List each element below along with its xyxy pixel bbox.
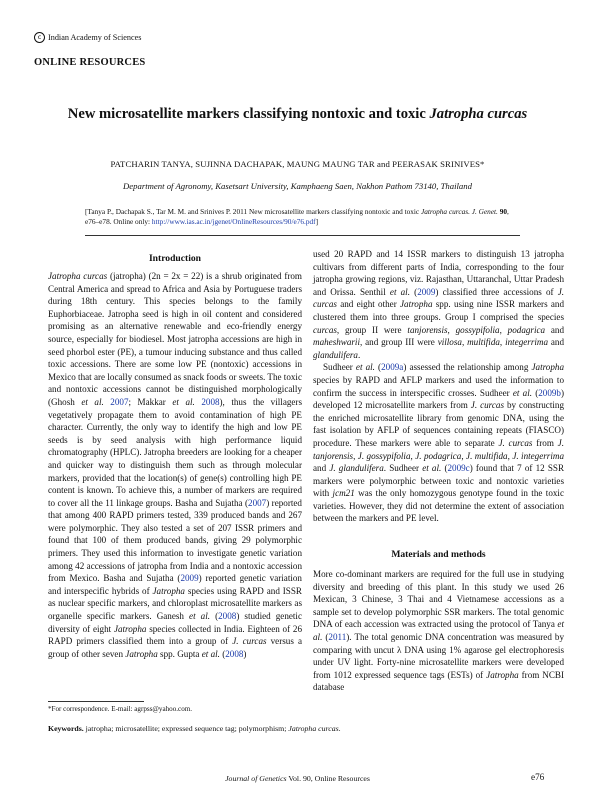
- italic-term: gossypifolia: [455, 324, 500, 335]
- journal-footer: [0, 774, 595, 783]
- citation-year-link[interactable]: 2009: [417, 286, 436, 297]
- keywords-end: .: [338, 724, 341, 733]
- text-run: ,: [499, 324, 508, 335]
- text-run: ) assessed the relationship among: [403, 362, 532, 373]
- author-list: PATCHARIN TANYA, SUJINNA DACHAPAK, MAUNG MAUNG TAR and PEERASAK SRINIVES*: [110, 159, 485, 169]
- italic-term: jcm21: [332, 488, 355, 499]
- copyright-icon: c: [34, 32, 45, 43]
- text-run: species collected in India. Eighteen of 26 RAPD primers classified them into a group of: [48, 623, 303, 647]
- italic-term: J. curcas: [470, 400, 504, 411]
- text-run: species using RAPD and ISSR as nuclear specific markers, and chloroplast microsatellite markers as organelle specific markers. Ganesh: [48, 585, 302, 622]
- text-run: was the only homozygous genotype found in the toxic varieties. However, they did not determine the extent of association between the markers and PE level.: [313, 488, 564, 524]
- col2-paragraph-1: [313, 248, 564, 361]
- citation-pages: , e76–e78. Online only:: [85, 207, 509, 227]
- citation-year-link[interactable]: 2008: [201, 396, 220, 407]
- text-run: (: [441, 463, 448, 474]
- citation-year-link[interactable]: 2009a: [381, 362, 404, 373]
- publisher-line: [34, 32, 141, 43]
- text-run: ) reported genetic variation and interspecific hybrids of: [48, 573, 302, 596]
- citation-year-link[interactable]: 2009c: [447, 463, 470, 474]
- italic-term: et al.: [389, 286, 410, 297]
- footnote-divider: [48, 701, 144, 702]
- citation-block: [85, 207, 520, 228]
- italic-term: villosa: [437, 337, 462, 348]
- text-run: .: [357, 349, 361, 360]
- citation-journal: . J. Genet.: [468, 207, 498, 216]
- intro-heading: Introduction: [148, 253, 202, 264]
- text-run: ) reported that among 400 RAPD primers tested, 339 produced bands and 267 were polymorphic. They also tested a set of 207 ISSR primers and found that 100 of them produced bands, giving 29 polymorphic primers. They used this information to investigate genetic variation among 42 accessions of jatropha from India and a nontoxic accession from Mexico. Basha and Sujatha (: [48, 497, 302, 584]
- text-run: (: [210, 611, 219, 622]
- italic-term: curcas: [313, 324, 337, 335]
- text-run: ,: [507, 450, 513, 461]
- italic-term: J. curcas: [232, 636, 267, 647]
- text-run: by constructing the enriched microsatellite library from genomic DNA, using the fast isolation by AFLP of sequences containing repeats (FIASCO) procedure. These markers were able to separate: [313, 400, 564, 448]
- italic-term: et al.: [422, 463, 442, 474]
- italic-term: J. gossypifolia: [357, 450, 411, 461]
- methods-heading: Materials and methods: [391, 549, 486, 561]
- italic-term: podagrica: [507, 324, 546, 335]
- citation-divider: [85, 235, 520, 236]
- text-run: ,: [410, 450, 416, 461]
- citation-prefix: [Tanya P., Dachapak S., Tar M. M. and Srinives P. 2011 New microsatellite markers classifying nontoxic and toxic: [85, 207, 421, 216]
- italic-term: Jatropha: [113, 623, 147, 634]
- section-label: ONLINE RESOURCES: [34, 57, 146, 68]
- citation-year-link[interactable]: 2008: [225, 648, 244, 659]
- citation-volume: 90: [499, 207, 508, 216]
- right-column: [313, 248, 564, 694]
- footer-journal: Journal of Genetics: [225, 774, 287, 783]
- text-run: ,: [461, 337, 468, 348]
- italic-term: J. integerrima: [512, 450, 564, 461]
- text-run: , group II were: [336, 324, 408, 335]
- publisher-name: Indian Academy of Sciences: [48, 33, 142, 42]
- text-run: (: [409, 286, 418, 297]
- italic-term: J. curcas: [498, 437, 533, 448]
- italic-term: J. multifida: [466, 450, 508, 461]
- text-run: More co-dominant markers are required for the full use in studying diversity and breeding of this plant. In this study we used 26 Mexican, 3 Chinese, 3 Thai and 4 Vietnamese accessions as a sample set to develop polymorphic SSR markers. The total genomic DNA of each accession was extracted using the protocol of Tanya: [313, 569, 564, 630]
- text-run: ) developed 12 microsatellite markers from: [313, 387, 564, 411]
- text-run: from NCBI database: [313, 669, 565, 693]
- title-species: Jatropha curcas: [429, 106, 528, 122]
- text-run: ; Makkar: [128, 396, 173, 407]
- italic-term: J. tanjorensis: [313, 437, 564, 461]
- text-run: , and group III were: [360, 337, 438, 348]
- citation-year-link[interactable]: 2007: [248, 497, 267, 508]
- italic-term: multifida: [467, 337, 500, 348]
- keywords-label: Keywords.: [48, 724, 84, 733]
- italic-term: maheshwarii: [313, 337, 360, 348]
- italic-term: J. glandulifera: [329, 463, 384, 474]
- italic-term: Jatropha: [400, 299, 433, 310]
- citation-species: Jatropha curcas: [421, 207, 469, 216]
- italic-term: Jatropha: [125, 648, 158, 659]
- text-run: spp. Gupta: [157, 648, 202, 659]
- italic-term: tanjorensis: [407, 324, 448, 335]
- italic-term: Jatropha: [531, 362, 564, 373]
- italic-term: et al.: [355, 362, 375, 373]
- italic-term: J. podagrica: [415, 450, 462, 461]
- text-run: used 20 RAPD and 14 ISSR markers to distinguish 13 jatropha cultivars from different parts of India, corresponding to the four jatropha growing regions, viz. Rajasthan, Uttaranchal, Uttar Pradesh and Orissa. Senthil: [313, 249, 564, 297]
- italic-term: J. curcas: [313, 286, 565, 310]
- correspondence-footnote: *For correspondence. E-mail: agrpss@yahoo.com.: [48, 705, 193, 713]
- text-run: and: [548, 337, 565, 348]
- text-run: (: [322, 632, 329, 643]
- text-run: (: [219, 648, 226, 659]
- text-run: ,: [353, 450, 358, 461]
- italic-term: et al.: [201, 648, 220, 659]
- italic-term: et al.: [81, 396, 104, 407]
- affiliation: Department of Agronomy, Kasetsart University, Kamphaeng Saen, Nakhon Pathom 73140, Thailand: [123, 181, 472, 191]
- italic-term: Jatropha: [152, 585, 185, 596]
- text-run: (: [374, 362, 382, 373]
- keywords-species: Jatropha curcas: [288, 724, 339, 733]
- text-run: ). The total genomic DNA concentration was measured by comparing with uncut λ DNA using 1% agarose gel electrophoresis under UV light. Forty-nine microsatellite markers were developed from 1012 expressed sequence tags (ESTs) of: [313, 632, 564, 680]
- text-run: . Sudheer: [383, 463, 423, 474]
- italic-term: et al.: [189, 611, 211, 622]
- text-run: ) classified three accessions of: [435, 286, 558, 297]
- text-run: and: [545, 324, 565, 335]
- text-run: ): [243, 648, 247, 659]
- text-run: Sudheer: [323, 362, 356, 373]
- italic-term: et al.: [512, 387, 532, 398]
- text-run: spp. using nine ISSR markers and clustered them into three groups. Group I comprised the species: [313, 299, 564, 322]
- keywords-line: [48, 724, 341, 733]
- citation-suffix: ]: [315, 217, 318, 227]
- left-column: [48, 252, 302, 660]
- citation-url-link[interactable]: http://www.ias.ac.in/jgenet/OnlineResources/90/e76.pdf: [151, 217, 316, 227]
- intro-paragraph-1: [48, 270, 302, 660]
- article-title: [0, 106, 595, 123]
- italic-term: integerrima: [505, 337, 549, 348]
- citation-year-link[interactable]: 2007: [110, 396, 129, 407]
- methods-paragraph-1: [313, 568, 564, 694]
- italic-term: Jatropha: [486, 669, 519, 680]
- citation-year-link[interactable]: 2009b: [538, 387, 561, 398]
- text-run: ) found that 7 of 12 SSR markers were polymorphic between toxic and nontoxic varieties with: [313, 463, 565, 499]
- text-run: (: [532, 387, 539, 398]
- citation-year-link[interactable]: 2009: [180, 573, 199, 584]
- italic-term: et al.: [313, 619, 564, 643]
- text-run: and: [313, 463, 330, 474]
- keywords-text: jatropha; microsatellite; expressed sequence tag; polymorphism;: [83, 724, 289, 733]
- italic-term: et al.: [172, 396, 195, 407]
- text-run: ,: [499, 337, 506, 348]
- text-run: from: [532, 437, 558, 448]
- italic-term: glandulifera: [313, 349, 358, 360]
- text-run: ), thus the villagers vegetatively propagate them to avoid contamination of high PE character. Currently, the only way to identify the high and low PE seeds is by seed analysis with high performance liquid chromatography (HPLC). Jatropha breeders are looking for a cheaper and quicker way to distinguish them such as through molecular markers, provided that the location(s) of gene(s) controlling high PE content is known. To achieve this, a number of markers are required to cover all the 11 linkage groups. Basha and Sujatha (: [48, 396, 302, 508]
- col2-paragraph-2: [313, 361, 564, 525]
- citation-year-link[interactable]: 2011: [328, 632, 347, 643]
- page-number: e76: [531, 772, 545, 782]
- text-run: ,: [461, 450, 467, 461]
- italic-term: Jatropha curcas: [48, 271, 108, 281]
- citation-year-link[interactable]: 2008: [218, 611, 237, 622]
- text-run: versus a group of other seven: [48, 636, 302, 659]
- footer-volume: Vol. 90, Online Resources: [286, 774, 370, 783]
- text-run: species by RAPD and AFLP markers and used the information to confirm the success in interspecific crosses. Sudheer: [313, 374, 564, 398]
- text-run: ) studied genetic diversity of eight: [48, 611, 302, 634]
- text-run: and eight other: [336, 299, 400, 310]
- text-run: (jatropha) (2n = 2x = 22) is a shrub originated from Central America and spread to Africa and Asia by Portuguese traders during 18th century. This species belongs to the family Euphorbiaceae. Jatropha seed is high in oil content and considered promising as an alternative renewable and eco-friendly energy source, especially for biodiesel. Most jatropha accessions are high in seed phorbol ester (PE), a tumour inducing substance and thus called toxic accessions. There are some low PE (nontoxic) accessions in Mexico that are locally consumed as snack foods or sweets. The toxic and nontoxic accessions cannot be distinguished morphologically (Ghosh: [48, 271, 302, 407]
- title-main: New microsatellite markers classifying nontoxic and toxic: [67, 106, 430, 122]
- text-run: ,: [447, 324, 456, 335]
